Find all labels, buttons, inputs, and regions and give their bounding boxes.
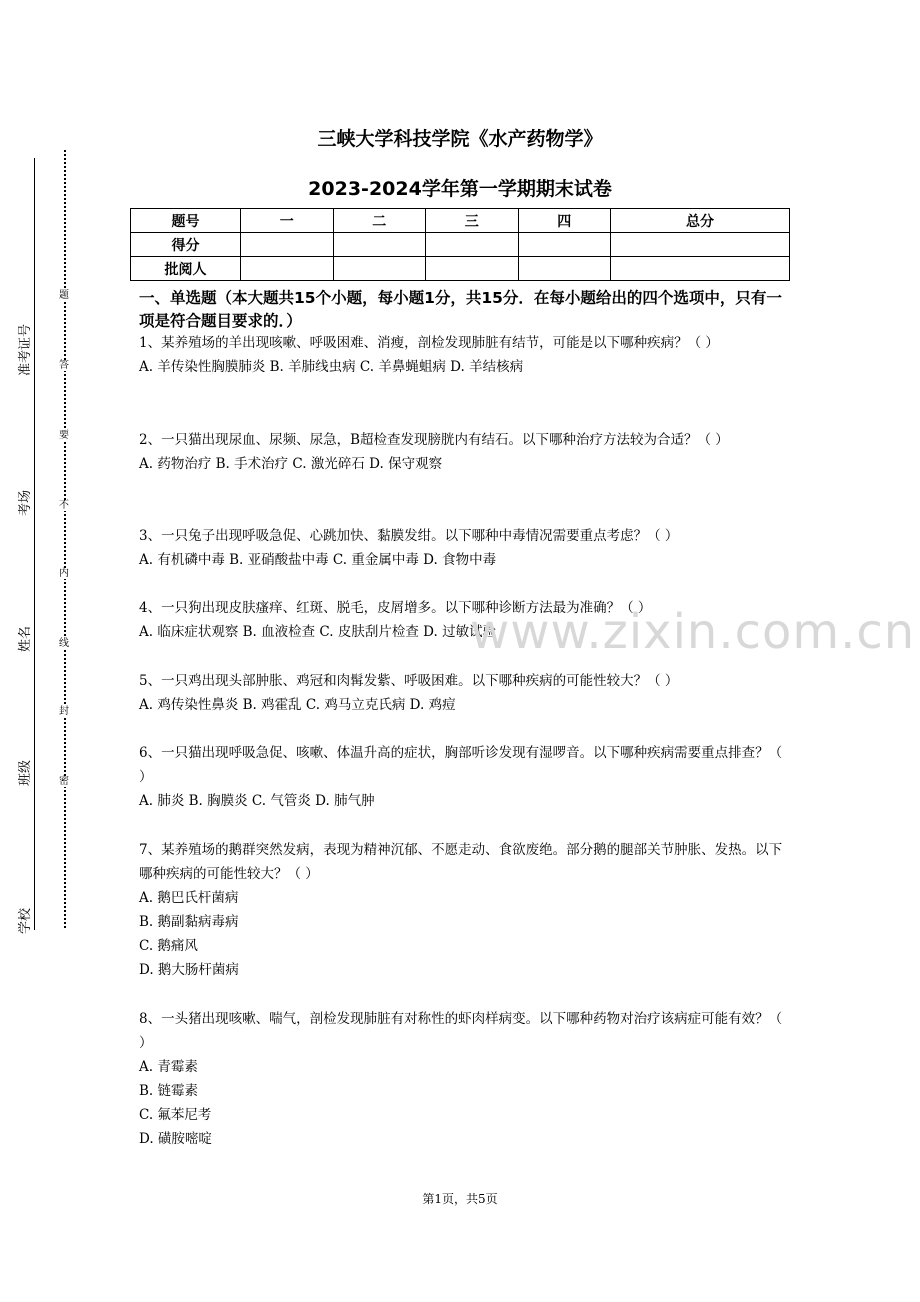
table-header-cell: 总分 (611, 209, 790, 233)
question-stem: 3、一只兔子出现呼吸急促、心跳加快、黏膜发绀。以下哪种中毒情况需要重点考虑？（ ） (139, 528, 679, 544)
score-cell (518, 233, 611, 257)
score-cell (426, 233, 519, 257)
question-4 (139, 596, 784, 644)
score-cell (241, 233, 334, 257)
question-options: A. 羊传染性胸膜肺炎 B. 羊肺线虫病 C. 羊鼻蝇蛆病 D. 羊结核病 (139, 359, 524, 375)
binding-line (34, 158, 35, 930)
table-header-cell: 一 (241, 209, 334, 233)
school-label: 学校 (18, 907, 33, 934)
score-cell (333, 233, 426, 257)
question-options: A. 临床症状观察 B. 血液检查 C. 皮肤刮片检查 D. 过敏试验 (139, 624, 497, 640)
seal-char: 内 (59, 568, 69, 579)
table-header-cell: 三 (426, 209, 519, 233)
option-a: A. 青霉素 (139, 1059, 198, 1075)
seal-char: 密 (59, 776, 69, 787)
option-a: A. 鹅巴氏杆菌病 (139, 890, 239, 906)
question-options: A. 有机磷中毒 B. 亚硝酸盐中毒 C. 重金属中毒 D. 食物中毒 (139, 552, 497, 568)
row-label: 批阅人 (131, 257, 241, 281)
question-7 (139, 838, 784, 982)
score-cell (611, 233, 790, 257)
option-c: C. 氟苯尼考 (139, 1107, 212, 1123)
seal-dotted-line (64, 150, 66, 928)
seal-char: 封 (59, 706, 69, 717)
table-header-cell: 四 (518, 209, 611, 233)
score-table-header-row (131, 209, 790, 233)
table-header-cell: 题号 (131, 209, 241, 233)
question-stem: 7、某养殖场的鹅群突然发病，表现为精神沉郁、不愿走动、食欲废绝。部分鹅的腿部关节肿胀、发热。以下哪种疾病的可能性较大？（ ） (139, 842, 783, 882)
question-stem: 1、某养殖场的羊出现咳嗽、呼吸困难、消瘦，剖检发现肺脏有结节，可能是以下哪种疾病？（ ） (139, 335, 719, 351)
seal-char: 答 (59, 360, 69, 371)
question-3 (139, 524, 784, 572)
option-b: B. 鹅副黏病毒病 (139, 914, 239, 930)
option-b: B. 链霉素 (139, 1083, 199, 1099)
question-stem: 6、一只猫出现呼吸急促、咳嗽、体温升高的症状，胸部听诊发现有湿啰音。以下哪种疾病需要重点排查？（ ） (139, 745, 783, 785)
exam-room-label: 考场 (18, 489, 33, 516)
question-options: A. 药物治疗 B. 手术治疗 C. 激光碎石 D. 保守观察 (139, 456, 443, 472)
question-1 (139, 331, 784, 379)
exam-number-label: 准考证号 (18, 323, 33, 376)
grader-row (131, 257, 790, 281)
question-2 (139, 428, 784, 476)
grader-cell (241, 257, 334, 281)
exam-title: 三峡大学科技学院《水产药物学》 (317, 128, 603, 150)
grader-cell (426, 257, 519, 281)
question-stem: 5、一只鸡出现头部肿胀、鸡冠和肉髯发紫、呼吸困难。以下哪种疾病的可能性较大？（ ） (139, 673, 679, 689)
class-label: 班级 (18, 759, 33, 786)
option-d: D. 磺胺嘧啶 (139, 1131, 212, 1147)
question-5 (139, 669, 784, 717)
score-table (130, 208, 790, 281)
grader-cell (611, 257, 790, 281)
grader-cell (518, 257, 611, 281)
exam-subtitle: 2023-2024学年第一学期期末试卷 (308, 178, 612, 200)
option-c: C. 鹅痛风 (139, 938, 198, 954)
name-label: 姓名 (18, 625, 33, 652)
question-stem: 2、一只猫出现尿血、尿频、尿急，B超检查发现膀胱内有结石。以下哪种治疗方法较为合适？（ ） (139, 432, 729, 448)
question-stem: 4、一只狗出现皮肤瘙痒、红斑、脱毛，皮屑增多。以下哪种诊断方法最为准确？（ ） (139, 600, 652, 616)
table-header-cell: 二 (333, 209, 426, 233)
question-options: A. 肺炎 B. 胸膜炎 C. 气管炎 D. 肺气肿 (139, 793, 375, 809)
question-8 (139, 1007, 784, 1151)
option-d: D. 鹅大肠杆菌病 (139, 962, 239, 978)
page-footer: 第1页，共5页 (422, 1192, 498, 1206)
watermark: www.zixin.com.cn (470, 604, 916, 660)
grader-cell (333, 257, 426, 281)
seal-char: 不 (59, 500, 69, 511)
seal-char: 题 (59, 290, 69, 301)
question-6 (139, 741, 784, 813)
row-label: 得分 (131, 233, 241, 257)
seal-char: 要 (59, 430, 69, 441)
section-heading: 一、单选题（本大题共15个小题，每小题1分，共15分．在每小题给出的四个选项中，只有一项是符合题目要求的．） (139, 289, 782, 330)
score-row (131, 233, 790, 257)
question-options: A. 鸡传染性鼻炎 B. 鸡霍乱 C. 鸡马立克氏病 D. 鸡痘 (139, 697, 456, 713)
seal-char: 线 (59, 638, 69, 649)
question-stem: 8、一头猪出现咳嗽、喘气，剖检发现肺脏有对称性的虾肉样病变。以下哪种药物对治疗该病症可能有效？（ ） (139, 1011, 783, 1051)
